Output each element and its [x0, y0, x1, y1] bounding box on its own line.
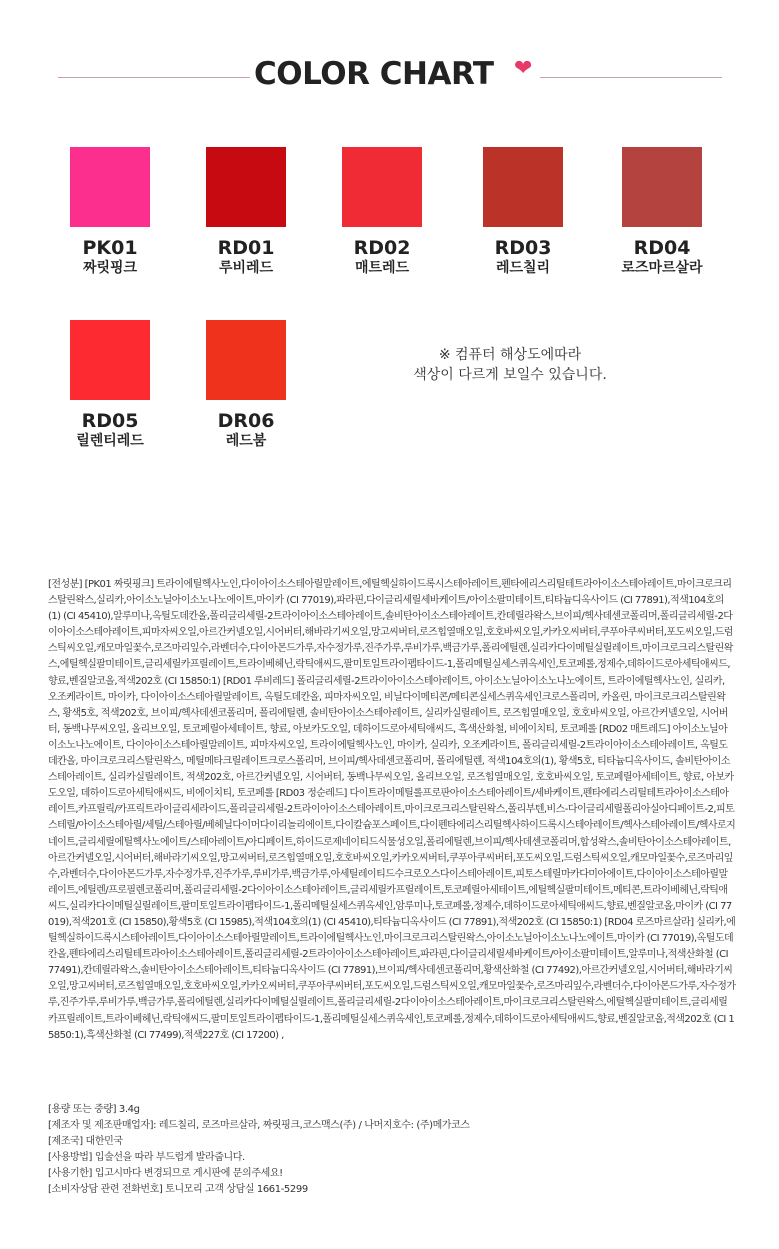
color-swatch	[206, 147, 286, 227]
shade-name: 루비레드	[218, 260, 274, 276]
display-color-notice	[390, 345, 630, 385]
color-swatch	[342, 147, 422, 227]
color-swatch	[622, 147, 702, 227]
color-chart-header	[0, 54, 779, 104]
shade-code: RD04	[633, 237, 691, 259]
ingredients-text: [전성분] [PK01 짜릿핑크] 트라이에틸헥사노인,다이아이소스테아릴말레이트,에틸헥실하이드록시스테아레이트,펜타에리스리틸테트라아이소스테아레이트,마이크로크리스탈린왁스,실리카,아이소노닐아이소노나노에이트,마이카 (CI 77019),파라핀,다이글리세릴세바케이트/아이소팔미테이트,티타늄디옥사이드 (CI 77891),적색104호의(1) (CI 45410),알루미나,옥틸도데칸올,폴리글리세릴-2트라이아이소스테아레이트,솔비탄아이소스테아레이트,칸데릴라왁스,브이피/헥사데센코폴리머,폴리글리세릴-2다이아이소스테아레이트,피마자씨오일,아르간커넬오일,시어버터,해바라기씨오일,망고씨버터,로즈힙열매오일,호호바씨오일,카카오씨버터,쿠푸아쿠씨버터,포도씨오일,드럼스틱씨오일,캐모마일꽃수,로즈마리잎수,라벤더수,다이아몬드가루,자수정가루,진주가루,루비가루,백금가루,폴리에틸렌,실리카다이메틸실릴레이트,마이크로크리스탈린왁스,에틸헥실팔미테이트,글리세릴카프릴레이트,트라이베헤닌,락틱애씨드,팔미토일트라이펩타이드-1,폴리메틸실세스퀴옥세인,토코페롤,정제수,데하이드로아세틱애씨드,향료,벤질알코올,적색202호 (CI 15850:1) [RD01 루비레드] 폴리글리세릴-2트라이아이소스테아레이트, 아이소노닐아이소노나노에이트, 트라이에틸헥사노인, 실리카, 오조케라이트, 마이카, 다이아이소스테아릴말레이트, 옥틸도데칸올, 피마자씨오일, 비닐다이메티콘/메티콘실세스퀴옥세인크로스폴리머, 카올린, 마이크로크리스탈린왁스, 황색5호, 적색202호, 브이피/헥사데센코폴리머, 폴리에틸렌, 솔비탄아이소스테아레이트, 실리카실릴레이트, 로즈힙열매오일, 호호바씨오일, 아르간커넬오일, 시어버터, 동백나무씨오일, 올리브오일, 토코페릴아세테이트, 향료, 아보카도오일, 데하이드로아세틱애씨드, 흑색산화철, 비에이치티, 토코페롤 [RD02 매트레드] 아이소노닐아이소노나노에이트, 다이아이소스테아릴말레이트, 피마자씨오일, 트라이에틸헥사노인, 마이카, 실리카, 오조케라이트, 폴리글리세릴-2트라이아이소스테아레이트, 옥틸도데칸올, 마이크로크리스탈린왁스, 메틸메타크릴레이트크로스폴리머, 브이피/헥사데센코폴리머, 폴리에틸렌, 적색104호의(1), 황색5호, 티타늄디옥사이드, 솔비탄아이소스테아레이트, 실리카실릴레이트, 적색202호, 아르간커넬오일, 시어버터, 동백나무씨오일, 올리브오일, 로즈힙열매오일, 호호바씨오일, 토코페릴아세테이트, 향료, 아보카도오일, 데하이드로아세틱애씨드, 비에이치티, 토코페롤 [RD03 정순레드] 다이트라이메틸롤프로판아이소스테아레이트/세바케이트,펜타에리스리틸테트라아이소스테아레이트,카프릴릭/카프릭트라이글리세라이드,폴리글리세릴-2트라이아이소스테아레이트,마이크로크리스탈린왁스,폴리부텐,비스-다이글리세릴폴리아실아디페이트-2,피토스테릴/아이소스테아릴/세틸/스테아릴/베헤닐다이머다이리놀리에이트,다이칼슘포스페이트,다이펜타에리스리틸헥사하이드록시스테아레이트/헥사스테아레이트/헥사로지네이트,글리세릴에틸헥사노에이트/스테아레이트/아디페이트,하이드로제네이티드식물성오일,폴리에틸렌,브이피/헥사데센코폴리머,합성왁스,솔비탄아이소스테아레이트,아르간커넬오일,시어버터,해바라기씨오일,망고씨버터,로즈힙열매오일,호호바씨오일,카카오씨버터,쿠푸아쿠씨버터,포도씨오일,드럼스틱씨오일,캐모마일꽃수,로즈마리잎수,라벤더수,다이아몬드가루,자수정가루,진주가루,루비가루,백금가루,아세틸레이티드수크로오스다이스테아레이트,피토스테릴마카다미아에이트,다이아이소스테아릴말레이트,에틸렌/프로필렌코폴리머,폴리글리세릴-2다이아이소스테아레이트,글리세릴카프릴레이트,토코페릴아세테이트,에틸헥실팔미테이트,메티콘,트라이베헤닌,락틱애씨드,실리카다이메틸실릴레이트,팔미토일트라이펩타이드-1,폴리메틸실세스퀴옥세인,암루미나,토코페롤,정제수,데하이드로아세틱애씨드,향료,벤질알코올,마이카 (CI 77019),적색201호 (CI 15850),황색5호 (CI 15985),적색104호의(1) (CI 45410),티타늄디옥사이드 (CI 77891),적색202호 (CI 15850:1) [RD04 로즈마르살라] 실리카,에틸헥실하이드록시스테아레이트,다이아이소스테아릴말레이트,트라이에틸헥사노인,마이크로크리스탈린왁스,아이소노닐아이소노나노에이트,마이카 (CI 77019),옥틸도데칸올,펜타에리스리틸테트라아이소스테아레이트,폴리글리세릴-2트라이아이소스테아레이트,파라핀,다이글리세릴세바케이트/아이소팔미테이트,알루미나,적색산화철 (CI 77491),칸데릴라왁스,솔비탄아이소스테아레이트,티타늄디옥사이드 (CI 77891),브이피/헥사데센코폴리머,황색산화철 (CI 77492),아르간커넬오일,시어버터,해바라기씨오일,망고씨버터,로즈힙열매오일,호호바씨오일,카카오씨버터,쿠푸아쿠씨버터,포도씨오일,드럼스틱씨오일,캐모마일꽃수,로즈마리잎수,라벤더수,다이아몬드가루,자수정가루,진주가루,루비가루,백금가루,폴리에틸렌,실리카다이메틸실릴레이트,폴리글리세릴-2다이아이소스테아레이트,마이크로크리스탈린왁스,에틸헥실팔미테이트,글리세릴카프릴레이트,트라이베헤닌,락틱애씨드,팔미토일트라이펩타이드-1,폴리메틸실세스퀴옥세인,토코페롤,정제수,데하이드로아세틱애씨드,향료,벤질알코올,적색202호 (CI 15850:1),흑색산화철 (CI 77499),적색227호 (CI 17200) ,	[48, 579, 736, 1041]
color-swatch	[206, 320, 286, 400]
info-expiry: [사용기한] 입고시마다 변경되므로 게시판에 문의주세요!	[48, 1168, 283, 1179]
swatch-rd02	[322, 147, 442, 277]
swatch-rd03	[463, 147, 583, 277]
color-swatch	[70, 320, 150, 400]
swatch-pk01	[50, 147, 170, 277]
info-country: [제조국] 대한민국	[48, 1136, 123, 1147]
info-usage: [사용방법] 입술선을 따라 부드럽게 발라줍니다.	[48, 1152, 245, 1163]
info-contact: [소비자상담 관련 전화번호] 토니모리 고객 상담실 1661-5299	[48, 1184, 308, 1195]
shade-name: 매트레드	[354, 260, 410, 276]
shade-code: RD01	[217, 237, 275, 259]
swatch-dr06	[186, 320, 306, 450]
shade-code: RD03	[494, 237, 552, 259]
shade-code: PK01	[82, 237, 138, 259]
heart-icon: ❤	[514, 56, 533, 81]
notice-line-1: ※ 컴퓨터 해상도에따라	[438, 347, 582, 363]
swatch-rd01	[186, 147, 306, 277]
shade-code: RD02	[353, 237, 411, 259]
info-maker: [제조자 및 제조판매업자]: 레드칠리, 로즈마르살라, 짜릿핑크,코스맥스(주) / 나머지호수: (주)메가코스	[48, 1120, 470, 1131]
color-swatch	[70, 147, 150, 227]
shade-code: RD05	[81, 410, 139, 432]
shade-name: 로즈마르살라	[621, 260, 703, 276]
shade-name: 짜릿핑크	[82, 260, 138, 276]
page-title: COLOR CHART	[254, 56, 494, 92]
shade-name: 레드붐	[225, 433, 267, 449]
shade-name: 릴렌티레드	[76, 433, 144, 449]
color-swatch	[483, 147, 563, 227]
header-right-rule	[540, 77, 722, 78]
swatch-rd04	[602, 147, 722, 277]
info-volume: [용량 또는 중량] 3.4g	[48, 1104, 140, 1115]
notice-line-2: 색상이 다르게 보일수 있습니다.	[413, 367, 607, 383]
shade-name: 레드칠리	[495, 260, 551, 276]
shade-code: DR06	[217, 410, 275, 432]
swatch-rd05	[50, 320, 170, 450]
header-left-rule	[58, 77, 250, 78]
